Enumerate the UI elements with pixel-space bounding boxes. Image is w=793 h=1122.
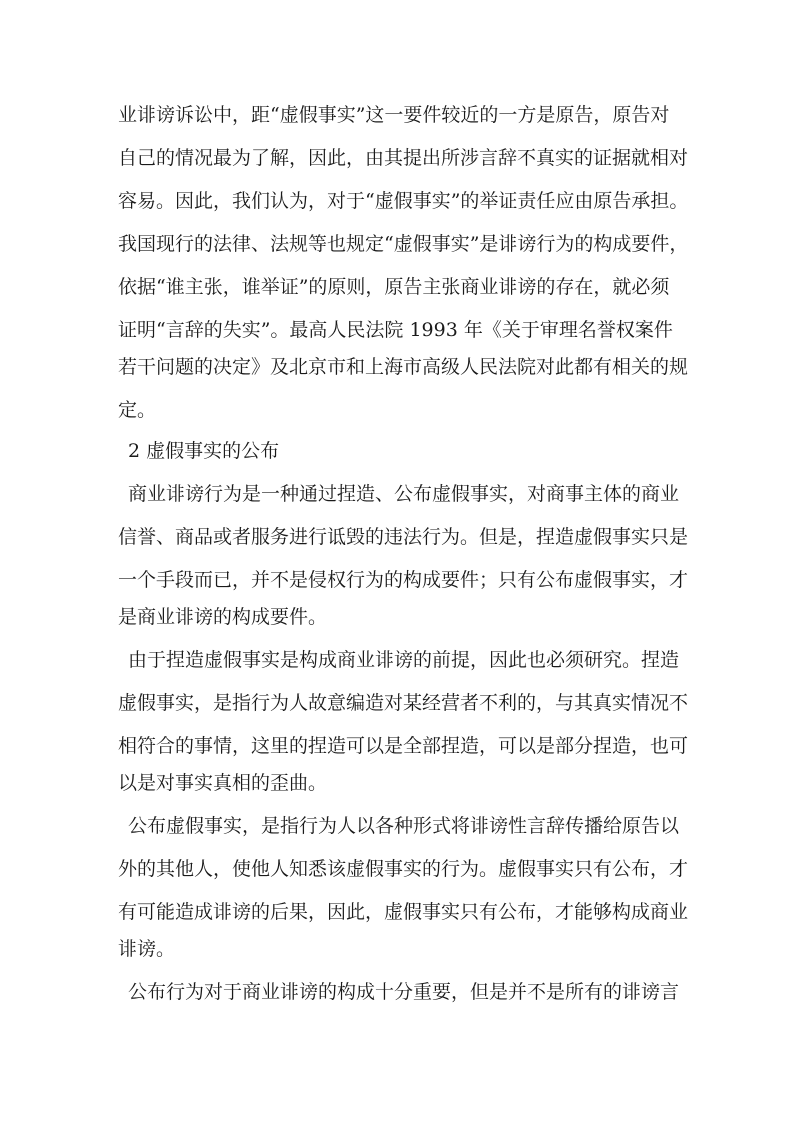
line-text: 依据“谁主张，谁举证”的原则，原告主张商业诽谤的存在，就必须 — [118, 276, 670, 298]
line-text: 商业诽谤行为是一种通过捏造、公布虚假事实，对商事主体的商业 — [128, 483, 680, 505]
text-line — [0, 980, 793, 1004]
line-text: 一个手段而已，并不是侵权行为的构成要件；只有公布虚假事实，才 — [118, 569, 689, 591]
line-text: 虚假事实，是指行为人故意编造对某经营者不利的，与其真实情况不 — [118, 692, 689, 714]
text-line — [0, 605, 793, 629]
text-line — [0, 355, 793, 379]
text-line — [0, 398, 793, 422]
text-line — [0, 103, 793, 127]
line-text: 相符合的事情，这里的捏造可以是全部捏造，可以是部分捏造，也可 — [118, 735, 689, 757]
line-text: 信誉、商品或者服务进行诋毁的违法行为。但是，捏造虚假事实只是 — [118, 526, 689, 548]
text-line — [0, 857, 793, 881]
line-text: 由于捏造虚假事实是构成商业诽谤的前提，因此也必须研究。捏造 — [128, 649, 680, 671]
line-text: 有可能造成诽谤的后果，因此，虚假事实只有公布，才能够构成商业 — [118, 901, 689, 923]
line-text: 外的其他人，使他人知悉该虚假事实的行为。虚假事实只有公布，才 — [118, 858, 689, 880]
text-line — [0, 189, 793, 213]
text-line — [0, 734, 793, 758]
line-text: 若干问题的决定》及北京市和上海市高级人民法院对此都有相关的规 — [118, 356, 689, 378]
line-text: 定。 — [118, 399, 157, 421]
text-line — [0, 232, 793, 256]
section-heading-text: 2 虚假事实的公布 — [128, 440, 280, 462]
line-text: 是商业诽谤的构成要件。 — [118, 606, 328, 628]
text-line — [0, 146, 793, 170]
text-line — [0, 937, 793, 961]
text-line — [0, 318, 793, 342]
section-heading — [0, 439, 793, 463]
line-text: 我国现行的法律、法规等也规定“虚假事实”是诽谤行为的构成要件， — [118, 233, 689, 255]
line-text: 公布行为对于商业诽谤的构成十分重要，但是并不是所有的诽谤言 — [128, 981, 680, 1003]
line-text: 诽谤。 — [118, 938, 176, 960]
line-text: 容易。因此，我们认为，对于“虚假事实”的举证责任应由原告承担。 — [118, 190, 689, 212]
text-line — [0, 275, 793, 299]
text-line — [0, 648, 793, 672]
text-line — [0, 900, 793, 924]
line-text: 证明“言辞的失实”。最高人民法院 1993 年《关于审理名誉权案件 — [118, 319, 673, 341]
text-line — [0, 482, 793, 506]
text-line — [0, 568, 793, 592]
line-text: 以是对事实真相的歪曲。 — [118, 772, 328, 794]
line-text: 业诽谤诉讼中，距“虚假事实”这一要件较近的一方是原告，原告对 — [118, 104, 670, 126]
text-line — [0, 771, 793, 795]
line-text: 公布虚假事实，是指行为人以各种形式将诽谤性言辞传播给原告以 — [128, 815, 680, 837]
line-text: 自己的情况最为了解，因此，由其提出所涉言辞不真实的证据就相对 — [118, 147, 689, 169]
text-line — [0, 525, 793, 549]
text-line — [0, 814, 793, 838]
text-line — [0, 691, 793, 715]
